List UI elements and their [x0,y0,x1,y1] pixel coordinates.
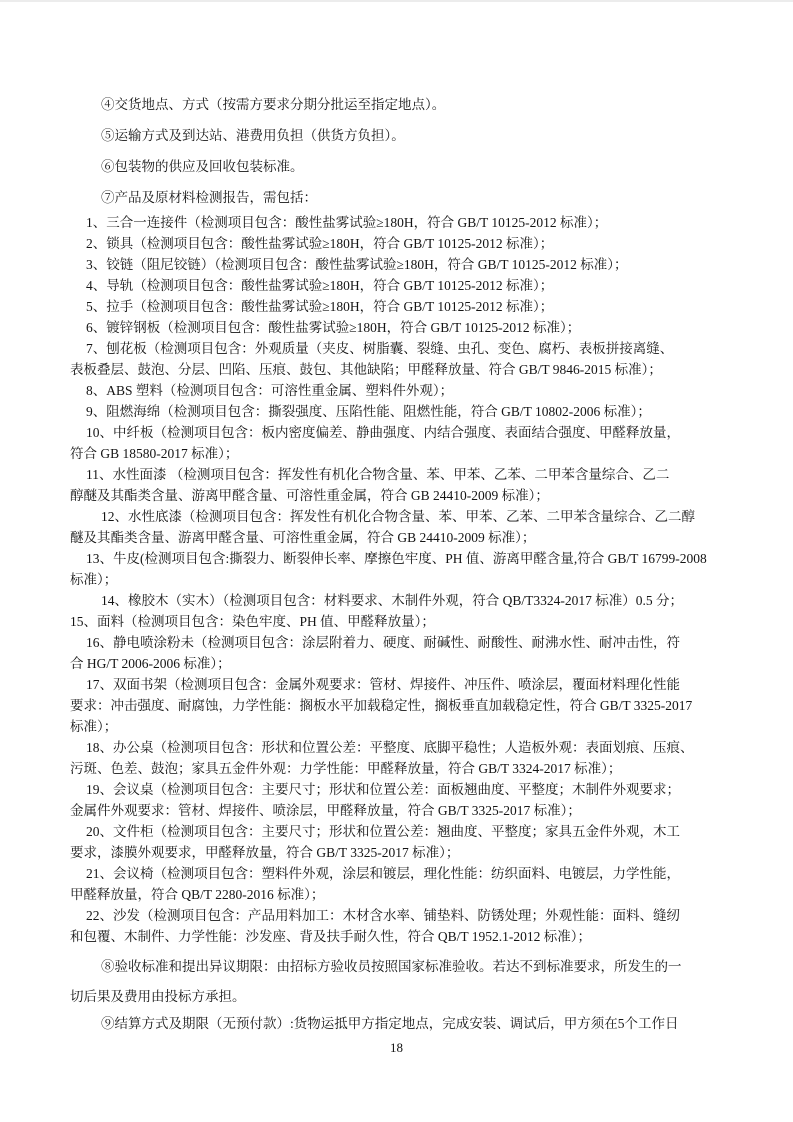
inspection-report-list [70,212,726,947]
list-line: 标准）； [70,719,118,734]
list-line: 醇醚及其酯类含量、游离甲醛含量、可溶性重金属，符合 GB 24410-2009 标准）； [70,488,549,503]
acceptance-paragraph [70,952,726,1012]
paragraph: ⑦产品及原材料检测报告，需包括： [101,190,317,205]
list-line: 17、双面书架（检测项目包含：金属外观要求：管材、焊接件、冲压件、喷涂层，覆面材料理化性能 [86,677,680,692]
list-line: 1、三合一连接件（检测项目包含：酸性盐雾试验≥180H，符合 GB/T 10125-2012 标准）； [86,215,608,230]
list-line: 5、拉手（检测项目包含：酸性盐雾试验≥180H，符合 GB/T 10125-2012 标准）； [86,299,554,314]
list-line: 12、水性底漆（检测项目包含：挥发性有机化合物含量、苯、甲苯、乙苯、二甲苯含量综合、乙二醇 [101,509,695,524]
list-line: 20、文件柜（检测项目包含：主要尺寸；形状和位置公差：翘曲度、平整度；家具五金件外观，木工 [86,824,680,839]
list-line: 7、刨花板（检测项目包含：外观质量（夹皮、树脂囊、裂缝、虫孔、变色、腐朽、表板拼接离缝、 [86,341,674,356]
list-line: 10、中纤板（检测项目包含：板内密度偏差、静曲强度、内结合强度、表面结合强度、甲醛释放量， [86,425,680,440]
list-line: 15、面料（检测项目包含：染色牢度、PH 值、甲醛释放量）； [70,614,435,629]
list-line: 8、ABS 塑料（检测项目包含：可溶性重金属、塑料件外观）； [86,383,454,398]
list-line: 9、阻燃海绵（检测项目包含：撕裂强度、压陷性能、阻燃性能，符合 GB/T 10802-2006 标准）； [86,404,651,419]
list-line: 表板叠层、鼓泡、分层、凹陷、压痕、鼓包、其他缺陷；甲醛释放量、符合 GB/T 9846-2015 标准）； [70,362,662,377]
list-line: 22、沙发（检测项目包含：产品用料加工：木材含水率、铺垫料、防锈处理；外观性能：面料、缝纫 [86,908,680,923]
list-line: 要求：冲击强度、耐腐蚀，力学性能：搁板水平加载稳定性，搁板垂直加载稳定性，符合 GB/T 3325-2017 [70,698,693,713]
list-line: 甲醛释放量，符合 QB/T 2280-2016 标准）； [70,887,325,902]
list-line: 合 HG/T 2006-2006 标准）； [70,656,231,671]
paragraph: ⑥包装物的供应及回收包装标准。 [101,159,304,174]
list-line: 金属件外观要求：管材、焊接件、喷涂层，甲醛释放量，符合 GB/T 3325-2017 标准）； [70,803,581,818]
list-line: 14、橡胶木（实木）（检测项目包含：材料要求、木制件外观，符合 QB/T3324-2017 标准）0.5 分； [101,593,683,608]
list-line: 要求，漆膜外观要求，甲醛释放量，符合 GB/T 3325-2017 标准）； [70,845,460,860]
list-line: 污斑、色差、鼓泡；家具五金件外观：力学性能：甲醛释放量，符合 GB/T 3324-2017 标准）； [70,761,622,776]
list-line: 6、镀锌钢板（检测项目包含：酸性盐雾试验≥180H，符合 GB/T 10125-2012 标准）； [86,320,581,335]
list-line: 3、铰链（阻尼铰链）（检测项目包含：酸性盐雾试验≥180H，符合 GB/T 10125-2012 标准）； [86,257,628,272]
paragraph-line: 切后果及费用由投标方承担。 [70,989,246,1004]
intro-paragraphs [70,94,726,208]
list-line: 11、水性面漆 （检测项目包含：挥发性有机化合物含量、苯、甲苯、乙苯、二甲苯含量综合、乙二 [86,467,670,482]
list-line: 19、会议桌（检测项目包含：主要尺寸；形状和位置公差：面板翘曲度、平整度；木制件外观要求； [86,782,680,797]
document-body [70,94,726,1034]
list-line: 醚及其酯类含量、游离甲醛含量、可溶性重金属，符合 GB 24410-2009 标准）； [70,530,536,545]
list-line: 符合 GB 18580-2017 标准）； [70,446,239,461]
settlement-paragraph: ⑨结算方式及期限（无预付款）:货物运抵甲方指定地点，完成安装、调试后，甲方须在5个工作日 [101,1016,679,1031]
list-line: 21、会议椅（检测项目包含：塑料件外观，涂层和镀层，理化性能：纺织面料、电镀层，力学性能， [86,866,680,881]
paragraph: ④交货地点、方式（按需方要求分期分批运至指定地点）。 [101,97,446,112]
paragraph-line: ⑧验收标准和提出异议期限：由招标方验收员按照国家标准验收。若达不到标准要求，所发生的一 [101,959,682,974]
list-line: 2、锁具（检测项目包含：酸性盐雾试验≥180H，符合 GB/T 10125-2012 标准）； [86,236,554,251]
list-line: 和包覆、木制件、力学性能：沙发座、背及扶手耐久性，符合 QB/T 1952.1-2012 标准）； [70,929,592,944]
paragraph: ⑤运输方式及到达站、港费用负担（供货方负担）。 [101,128,405,143]
list-line: 标准）； [70,572,118,587]
list-line: 13、牛皮(检测项目包含:撕裂力、断裂伸长率、摩擦色牢度、PH 值、游离甲醛含量,符合 GB/T 16799-2008 [86,551,707,566]
list-line: 16、静电喷涂粉未（检测项目包含：涂层附着力、硬度、耐碱性、耐酸性、耐沸水性、耐冲击性，符 [86,635,680,650]
page-number: 18 [390,1040,403,1055]
list-line: 18、办公桌（检测项目包含：形状和位置公差：平整度、底脚平稳性；人造板外观：表面划痕、压痕、 [86,740,694,755]
list-line: 4、导轨（检测项目包含：酸性盐雾试验≥180H，符合 GB/T 10125-2012 标准）； [86,278,554,293]
